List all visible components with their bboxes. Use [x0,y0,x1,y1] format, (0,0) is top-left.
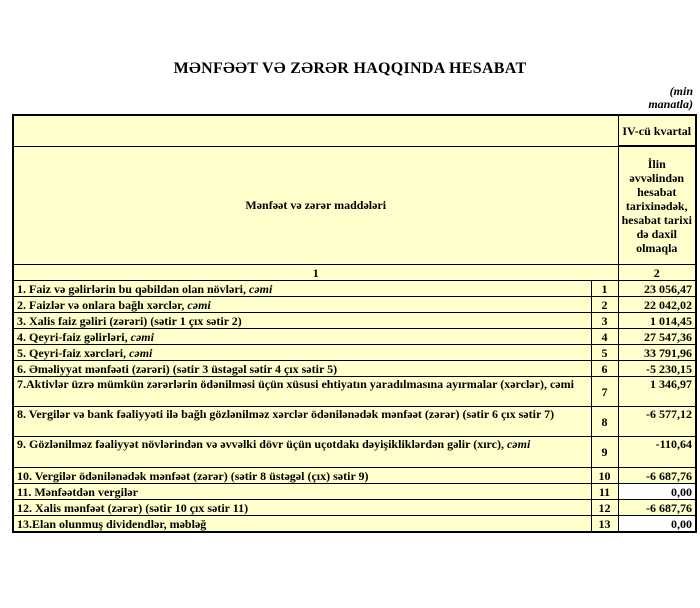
row-label-italic: cəmi [130,329,154,344]
row-number: 13 [591,516,618,533]
row-number: 8 [591,407,618,437]
row-number: 3 [591,313,618,329]
row-number: 1 [591,281,618,297]
column-index-items: 1 [13,265,618,281]
row-value: 27 547,36 [618,329,696,345]
header-quarter: IV-cü kvartal [618,115,696,146]
row-value: 22 042,02 [618,297,696,313]
table-row [13,500,696,516]
table-row [13,437,696,468]
table-row [13,484,696,500]
header-row-quarter [13,115,696,146]
row-label-italic: cəmi [129,345,153,360]
header-empty-cell [13,115,618,146]
row-number: 5 [591,345,618,361]
row-number: 4 [591,329,618,345]
column-index-value: 2 [618,265,696,281]
header-row-main [13,146,696,265]
row-value: -6 687,76 [618,468,696,484]
row-value: -6 687,76 [618,500,696,516]
row-label: 4. Qeyri-faiz gəlirləri, cəmi [13,329,591,345]
table-row [13,407,696,437]
row-value: 23 056,47 [618,281,696,297]
profit-loss-table [12,114,697,533]
header-period-detail: İlin əvvəlindən hesabat tarixinədək, hesabat tarixi də daxil olmaqla [618,146,696,265]
unit-note-line-2: manatla) [648,97,693,111]
table-row [13,281,696,297]
row-label-italic: cəmi [249,281,273,296]
table-row [13,313,696,329]
row-number: 10 [591,468,618,484]
row-value: -6 577,12 [618,407,696,437]
table-row [13,297,696,313]
row-value-input[interactable]: 0,00 [618,516,696,533]
row-number: 6 [591,361,618,377]
row-label-italic: cəmi [506,437,531,451]
row-value: 1 346,97 [618,377,696,407]
row-label: 1. Faiz və gəlirlərin bu qəbildən olan növləri, cəmi [13,281,591,297]
row-label: 7.Aktivlər üzrə mümkün zərərlərin ödənilməsi üçün xüsusi ehtiyatın yaradılmasına ayırmalar (xərclər), cəmi [13,377,591,407]
table-row [13,345,696,361]
row-value-input[interactable]: 0,00 [618,484,696,500]
row-value: -110,64 [618,437,696,468]
row-value: 1 014,45 [618,313,696,329]
row-label: 6. Əməliyyat mənfəəti (zərəri) (sətir 3 üstəgəl sətir 4 çıx sətir 5) [13,361,591,377]
table-row [13,468,696,484]
header-items-label: Mənfəət və zərər maddələri [13,146,618,265]
table-row [13,516,696,533]
header-row-index [13,265,696,281]
row-label: 5. Qeyri-faiz xərcləri, cəmi [13,345,591,361]
row-label: 12. Xalis mənfəət (zərər) (sətir 10 çıx sətir 11) [13,500,591,516]
row-label: 2. Faizlər və onlara bağlı xərclər, cəmi [13,297,591,313]
row-number: 7 [591,377,618,407]
row-number: 9 [591,437,618,468]
table-row [13,377,696,407]
row-number: 11 [591,484,618,500]
row-number: 12 [591,500,618,516]
row-label: 3. Xalis faiz gəliri (zərəri) (sətir 1 çıx sətir 2) [13,313,591,329]
unit-note [12,85,695,111]
row-label: 11. Mənfəətdən vergilər [13,484,591,500]
row-label: 13.Elan olunmuş dividendlər, məbləğ [13,516,591,533]
row-label: 8. Vergilər və bank fəaliyyəti ilə bağlı gözlənilməz xərclər ödənilənədək mənfəət (zərər) (sətir 6 çıx sətir 7) [13,407,591,437]
row-value: -5 230,15 [618,361,696,377]
row-number: 2 [591,297,618,313]
table-row [13,329,696,345]
row-label: 10. Vergilər ödənilənədək mənfəət (zərər) (sətir 8 üstəgəl (çıx) sətir 9) [13,468,591,484]
unit-note-line-1: (min [669,84,693,98]
row-label: 9. Gözlənilməz fəaliyyət növlərindən və əvvəlki dövr üçün uçotdakı dəyişikliklərdən gəlir (xırc), cəmi [13,437,591,468]
page-title: MƏNFƏƏT VƏ ZƏRƏR HAQQINDA HESABAT [173,60,527,77]
row-value: 33 791,96 [618,345,696,361]
row-label-italic: cəmi [187,297,211,312]
table-row [13,361,696,377]
